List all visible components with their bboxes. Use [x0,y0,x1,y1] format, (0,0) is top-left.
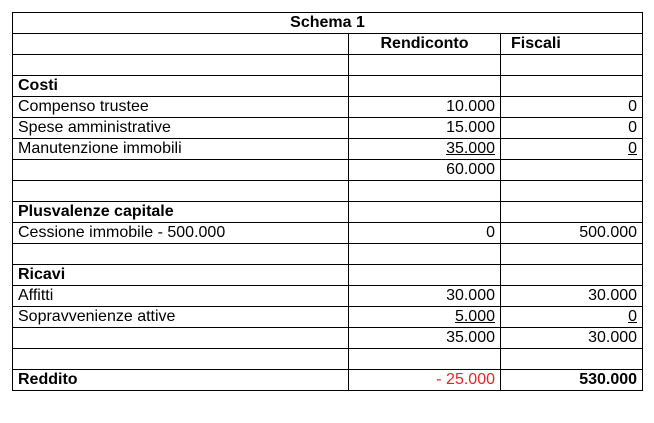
row-fiscali: 500.000 [501,223,643,244]
spacer-row [13,244,643,265]
section-heading-costi: Costi [13,76,349,97]
row-fiscali: 0 [628,140,638,157]
table-row [13,97,643,118]
row-label: Compenso trustee [13,97,349,118]
row-label: Affitti [13,286,349,307]
row-fiscali: 0 [501,118,643,139]
row-rendiconto: 15.000 [349,118,501,139]
section-heading-row [13,76,643,97]
section-heading-row [13,265,643,286]
table-row [13,118,643,139]
row-rendiconto: 10.000 [349,97,501,118]
row-label: Cessione immobile - 500.000 [13,223,349,244]
reddito-fiscali: 530.000 [501,370,643,391]
total-row [13,160,643,181]
reddito-rendiconto: - 25.000 [349,370,501,391]
table-row [13,307,643,328]
reddito-label: Reddito [13,370,349,391]
table-title: Schema 1 [13,13,643,34]
row-rendiconto: 5.000 [454,308,495,325]
header-fiscali: Fiscali [501,34,643,55]
row-rendiconto: 0 [349,223,501,244]
spacer-row [13,181,643,202]
table-row [13,139,643,160]
row-fiscali: 0 [628,308,638,325]
header-rendiconto: Rendiconto [349,34,501,55]
row-rendiconto: 35.000 [446,140,495,157]
spacer-row [13,349,643,370]
total-row [13,328,643,349]
row-label: Manutenzione immobili [13,139,349,160]
total-rendiconto: 35.000 [349,328,501,349]
section-heading-ricavi: Ricavi [13,265,349,286]
reddito-row [13,370,643,391]
spacer-row [13,55,643,76]
header-row [13,34,643,55]
row-fiscali: 30.000 [501,286,643,307]
row-label: Sopravvenienze attive [13,307,349,328]
row-rendiconto: 30.000 [349,286,501,307]
row-fiscali: 0 [501,97,643,118]
row-label: Spese amministrative [13,118,349,139]
total-rendiconto: 60.000 [349,160,501,181]
total-fiscali: 30.000 [501,328,643,349]
section-heading-plusvalenze: Plusvalenze capitale [13,202,349,223]
title-row [13,13,643,34]
header-empty-cell [13,34,349,55]
section-heading-row [13,202,643,223]
schema-table [12,12,643,391]
total-fiscali [501,160,643,181]
table-row [13,223,643,244]
table-row [13,286,643,307]
